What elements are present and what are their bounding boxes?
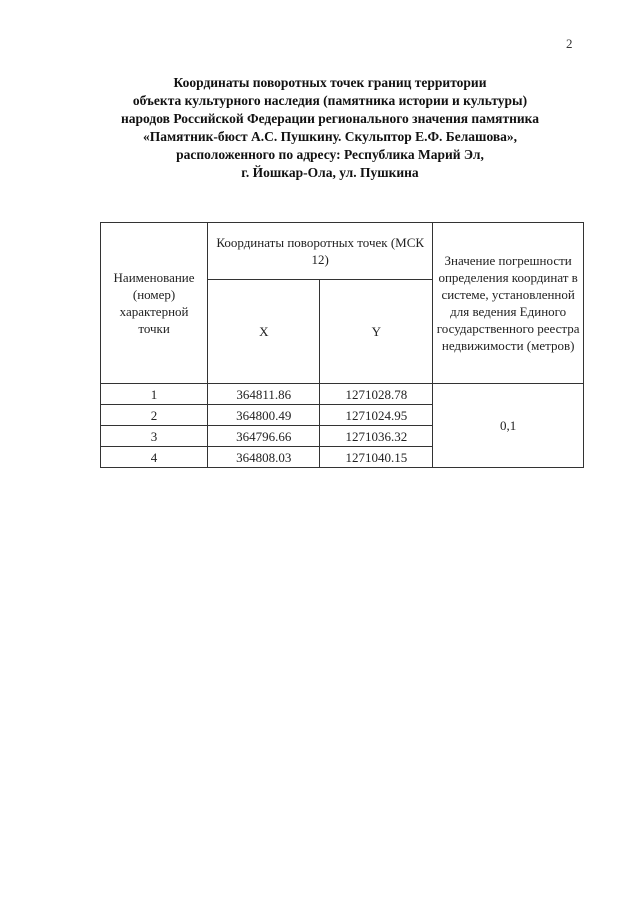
- cell-point: 3: [101, 426, 208, 447]
- cell-accuracy: 0,1: [433, 384, 584, 468]
- title-line-3: народов Российской Федерации регионального значения памятника: [121, 111, 539, 126]
- page-number: 2: [566, 36, 573, 51]
- cell-x: 364796.66: [208, 426, 320, 447]
- title-line-5: расположенного по адресу: Республика Марий Эл,: [176, 147, 484, 162]
- header-y: Y: [320, 280, 433, 384]
- cell-x: 364811.86: [208, 384, 320, 405]
- coordinates-table: [100, 222, 584, 468]
- header-coordinates: Координаты поворотных точек (МСК 12): [208, 223, 433, 280]
- cell-y: 1271028.78: [320, 384, 433, 405]
- table-row: [101, 384, 584, 405]
- cell-x: 364808.03: [208, 447, 320, 468]
- title-line-6: г. Йошкар-Ола, ул. Пушкина: [241, 165, 419, 180]
- cell-y: 1271040.15: [320, 447, 433, 468]
- title-line-1: Координаты поворотных точек границ территории: [173, 75, 487, 90]
- title-line-2: объекта культурного наследия (памятника истории и культуры): [132, 93, 528, 108]
- cell-point: 4: [101, 447, 208, 468]
- header-accuracy: Значение погрешности определения координат в системе, установленной для ведения Единого государственного реестра недвижимости (метров): [433, 223, 584, 384]
- cell-y: 1271024.95: [320, 405, 433, 426]
- cell-point: 2: [101, 405, 208, 426]
- cell-x: 364800.49: [208, 405, 320, 426]
- cell-point: 1: [101, 384, 208, 405]
- title-line-4: «Памятник-бюст А.С. Пушкину. Скульптор Е.Ф. Белашова»,: [142, 129, 518, 144]
- header-x: X: [208, 280, 320, 384]
- document-title: [90, 74, 570, 182]
- table-header-row: [101, 223, 584, 280]
- cell-y: 1271036.32: [320, 426, 433, 447]
- header-point-name: Наименование (номер) характерной точки: [101, 223, 208, 384]
